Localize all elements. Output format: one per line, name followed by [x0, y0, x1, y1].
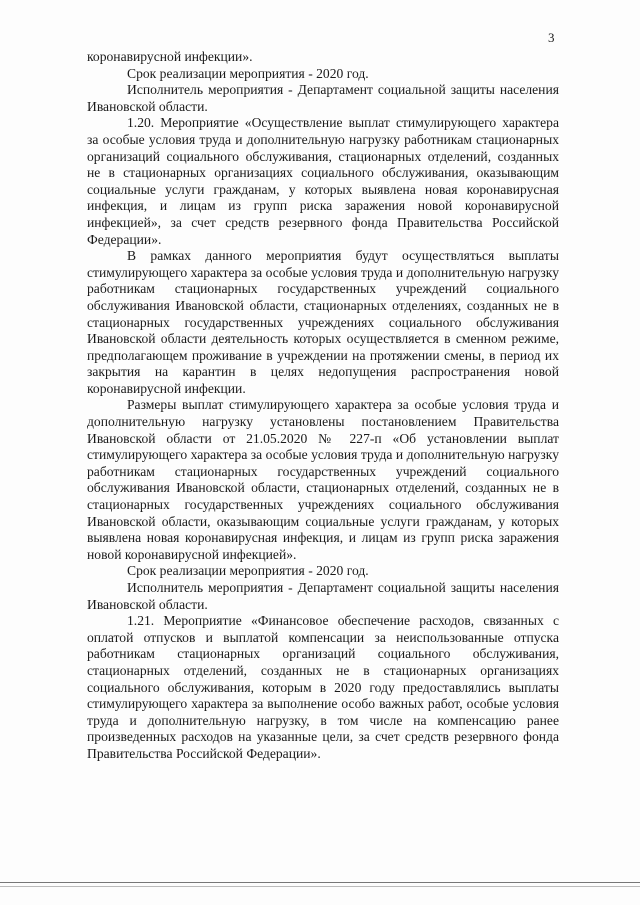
page-number: 3: [548, 30, 555, 45]
paragraph: Размеры выплат стимулирующего характера за особые условия труда и дополнительную нагрузку установлены постановлением Правительства Ивановской области от 21.05.2020 № 227-п «Об установлении выплат стимулирующего характера за особые условия труда и дополнительную нагрузку работникам стационарных государственных учреждений социального обслуживания Ивановской области, стационарных отделений, созданных не в стационарных государственных учреждениях социального обслуживания Ивановской области, оказывающим социальные услуги гражданам, у которых выявлена новая коронавирусная инфекция, и лицам из групп риска заражения новой коронавирусной инфекцией».: [87, 397, 559, 562]
paragraph: Исполнитель мероприятия - Департамент социальной защиты населения Ивановской области.: [87, 580, 559, 612]
paragraph: Срок реализации мероприятия - 2020 год.: [127, 563, 369, 579]
paragraph: 1.20. Мероприятие «Осуществление выплат стимулирующего характера за особые условия труда и дополнительную нагрузку работникам стационарных организаций социального обслуживания, стационарных отделений, созданных не в стационарных организациях социального обслуживания, оказывающим социальные услуги гражданам, у которых выявлена новая коронавирусная инфекция, и лицам из групп риска заражения новой коронавирусной инфекцией», за счет средств резервного фонда Правительства Российской Федерации».: [87, 115, 559, 247]
paragraph: 1.21. Мероприятие «Финансовое обеспечение расходов, связанных с оплатой отпусков и выплатой компенсации за неиспользованные отпуска работникам стационарных организаций социального обслуживания, стационарных отделений, созданных не в стационарных организациях социального обслуживания, которым в 2020 году предоставлялись выплаты стимулирующего характера за выполнение особо важных работ, особые условия труда и дополнительную нагрузку, в том числе на компенсацию ранее произведенных расходов на указанные цели, за счет средств резервного фонда Правительства Российской Федерации».: [87, 613, 559, 761]
paragraph: коронавирусной инфекции».: [87, 49, 253, 64]
paragraph: Исполнитель мероприятия - Департамент социальной защиты населения Ивановской области.: [87, 82, 559, 114]
scan-edge-line: [0, 886, 640, 887]
paragraph: В рамках данного мероприятия будут осуществляться выплаты стимулирующего характера за особые условия труда и дополнительную нагрузку работникам стационарных государственных учреждений социального обслуживания Ивановской области, стационарных отделениях, созданных не в стационарных государственных учреждениях социального обслуживания Ивановской области деятельность которых осуществляется в сменном режиме, предполагающем проживание в учреждении на протяжении смены, в период их закрытия на карантин в целях недопущения распространения новой коронавирусной инфекции.: [87, 248, 559, 396]
paragraph: Срок реализации мероприятия - 2020 год.: [127, 65, 369, 81]
scan-edge-line: [0, 882, 640, 883]
document-body: [87, 49, 559, 763]
